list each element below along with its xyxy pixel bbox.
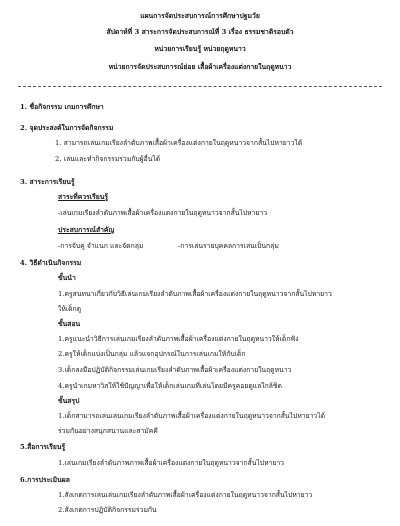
dashed-divider [18, 86, 382, 87]
key-experience-left: -การจับคู่ จำแนก และจัดกลุ่ม [58, 242, 144, 250]
section-3-title: 3. สาระการเรียนรู้ [20, 178, 75, 186]
teaching-step-4: 4.ครูนำเกมหาวิสให้ใช้ปัญญาเพื่อให้เด็กเล่นเกมที่เล่นโดยมีครูคอยดูแลใกล้ชิด [58, 382, 282, 390]
objective-item-2: 2. เล่นและทำกิจกรรมร่วมกับผู้อื่นได้ [55, 155, 161, 163]
summary-line-1: 1.เด็กสามารถเล่นเล่นเกมเรียงลำดับภาพเสื้อผ้าเครื่องแต่งกายในฤดูหนาวจากสั้นไปหายาวได้ [58, 412, 326, 420]
intro-line-1: 1.ครูสนทนาเกี่ยวกับวิธีเล่นเกมเรียงลำดับภาพเสื้อผ้าเครื่องแต่งกายในฤดูหนาวจากสั้นไปหายาว [58, 290, 332, 298]
header-line-3: หน่วยการเรียนรู้ หน่วยฤดูหนาว [154, 45, 246, 53]
key-experience-right: -การเล่นรายบุคคลการเล่นเป็นกลุ่ม [178, 242, 279, 250]
header-line-2: สัปดาห์ที่ 3 สาระการจัดประสบการณ์ที่ 3 เรื่อง ธรรมชาติรอบตัว [106, 28, 294, 36]
learning-content-text: -เล่นเกมเรียงลำดับภาพเสื้อผ้าเครื่องแต่งกายในฤดูหนาวจากสั้นไปหายาว [58, 209, 268, 217]
intro-heading: ขั้นนำ [58, 274, 76, 282]
header-line-4: หน่วยการจัดประสบการณ์ย่อย เสื้อผ้าเครื่องแต่งกายในฤดูหนาว [108, 63, 292, 71]
section-5-title: 5.สื่อการเรียนรู้ [20, 443, 66, 451]
section-6-title: 6.การประเมินผล [20, 476, 70, 484]
summary-line-2: ร่วมกันอย่างสนุกสนานและสามัคคี [58, 427, 158, 435]
objective-item-1: 1. สามารถเล่นเกมเรียงลำดับภาพเสื้อผ้าเครื่องแต่งกายในฤดูหนาวจากสั้นไปหายาวได้ [55, 139, 303, 147]
teaching-heading: ขั้นสอน [58, 320, 81, 328]
summary-heading: ขั้นสรุป [58, 397, 80, 405]
subheading-learning-content: สาระที่ควรเรียนรู้ [58, 193, 109, 201]
intro-line-2: ให้เด็กดู [58, 305, 82, 313]
section-1-title: 1. ชื่อกิจกรรม เกมการศึกษา [20, 103, 104, 111]
media-item-1: 1.เล่นเกมเรียงลำดับภาพภาพเสื้อผ้าเครื่องแต่งกายในฤดูหนาวจากสั้นไปหายาว [58, 459, 284, 467]
header-line-1: แผนการจัดประสบการณ์การศึกษาปฐมวัย [140, 12, 260, 20]
subheading-key-experience: ประสบการณ์สำคัญ [58, 226, 115, 234]
section-4-title: 4. วิธีดำเนินกิจกรรม [20, 259, 82, 267]
evaluation-item-2: 2.สังเกตการปฏิบัติกิจกรรมร่วมกัน [58, 506, 157, 514]
teaching-step-3: 3.เด็กลงมือปฏิบัติกิจกรรมเล่นเกมเรียงลำดับภาพเสื้อผ้าเครื่องแต่งกายในฤดูหนาว [58, 366, 292, 374]
teaching-step-2: 2.ครูให้เด็กแบ่งเป็นกลุ่ม แล้วแจกอุปกรณ์ในการเล่นเกมให้กับเด็ก [58, 350, 246, 358]
section-2-title: 2. จุดประสงค์ในการจัดกิจกรรม [20, 124, 114, 132]
teaching-step-1: 1.ครูแนะนำวิธีการเล่นเกมเรียงลำดับภาพเสื้อผ้าเครื่องแต่งกายในฤดูหนาวให้เด็กฟัง [58, 335, 299, 343]
evaluation-item-1: 1.สังเกตการเล่นเล่นเกมเรียงลำดับภาพเสื้อผ้าเครื่องแต่งกายในฤดูหนาวจากสั้นไปหายาว [58, 491, 313, 499]
